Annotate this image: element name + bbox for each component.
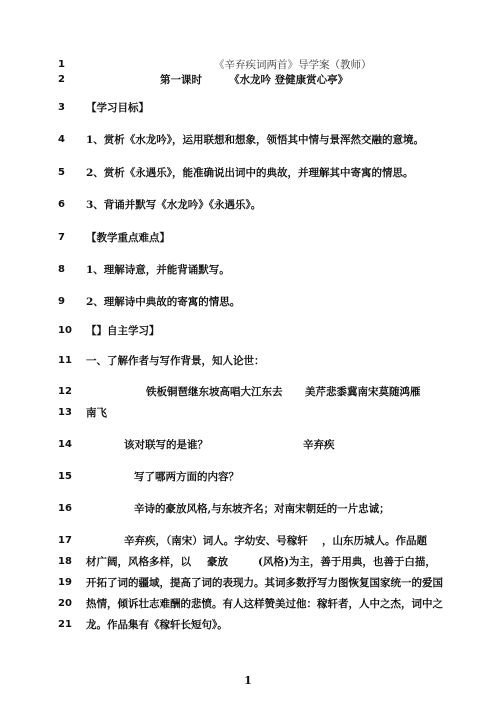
line-number: 7	[58, 232, 65, 243]
couplet-part: 铁板铜琶继东坡高唱大江东去	[146, 386, 283, 398]
line-number: 11	[58, 355, 72, 366]
line-number: 12	[58, 386, 72, 397]
bio-text: 龙。作品集有《稼轩长短句》。	[86, 619, 228, 631]
objective-item: 3、背诵并默写《水龙吟》《永遇乐》。	[86, 199, 262, 211]
line-number: 1	[58, 59, 65, 70]
line-number: 15	[58, 471, 72, 482]
subsection-heading: 一、了解作者与写作背景，知人论世：	[86, 355, 265, 367]
line-number: 13	[58, 407, 72, 418]
line-number: 3	[58, 102, 65, 113]
couplet-continuation: 南飞	[86, 407, 107, 419]
line-number: 18	[58, 556, 72, 567]
answer-text: 辛弃疾	[303, 439, 335, 451]
bio-fill-answer: 豪放	[207, 556, 228, 568]
bio-text: 辛弃疾，（南宋）词人。字幼安、号稼轩	[124, 535, 308, 547]
line-number: 21	[58, 619, 72, 630]
line-number: 6	[58, 199, 65, 210]
section-heading: 【】自主学习】	[86, 325, 160, 337]
lesson-title: 《水龙吟 登健康赏心亭》	[229, 74, 349, 86]
lesson-label: 第一课时	[160, 74, 202, 86]
line-number: 5	[58, 167, 65, 178]
line-number: 19	[58, 577, 72, 588]
section-heading: 【学习目标】	[86, 102, 149, 114]
focus-item: 1、理解诗意，并能背诵默写。	[86, 264, 230, 276]
line-number: 20	[58, 598, 72, 609]
page-number: 1	[244, 674, 252, 687]
line-number: 14	[58, 439, 72, 450]
bio-text: ，山东历城人。作品题	[322, 535, 427, 547]
line-number: 16	[58, 503, 72, 514]
bio-text: 开拓了词的疆域，提高了词的表现力。其词多数抒写力图恢复国家统一的爱国	[86, 577, 443, 589]
section-heading: 【教学重点难点】	[86, 232, 170, 244]
line-number: 4	[58, 134, 65, 145]
question-text: 该对联写的是谁？	[124, 439, 208, 451]
bio-text: 材广阔，风格多样，以	[86, 556, 191, 568]
line-number: 10	[58, 325, 72, 336]
line-number: 8	[58, 264, 65, 275]
couplet-part: 美芹悲黍冀南宋莫随鸿雁	[305, 386, 421, 398]
bio-text: (风格)为主，善于用典，也善于白描，	[258, 556, 436, 568]
objective-item: 2、赏析《永遇乐》，能准确说出词中的典故，并理解其中寄寓的情思。	[86, 167, 414, 179]
objective-item: 1、赏析《水龙吟》，运用联想和想象，领悟其中情与景浑然交融的意境。	[86, 134, 425, 146]
line-number: 2	[58, 74, 65, 85]
line-number: 9	[58, 296, 65, 307]
question-text: 写了哪两方面的内容？	[134, 471, 239, 483]
answer-text: 辛诗的豪放风格,与东坡齐名；对南宋朝廷的一片忠诚；	[134, 503, 390, 515]
doc-title: 《辛弃疾词两首》导学案（教师）	[214, 59, 372, 71]
focus-item: 2、理解诗中典故的寄寓的情思。	[86, 296, 241, 308]
bio-text: 热情，倾诉壮志难酬的悲愤。有人这样赞美过他：稼轩者，人中之杰，词中之	[86, 598, 443, 610]
line-number: 17	[58, 535, 72, 546]
